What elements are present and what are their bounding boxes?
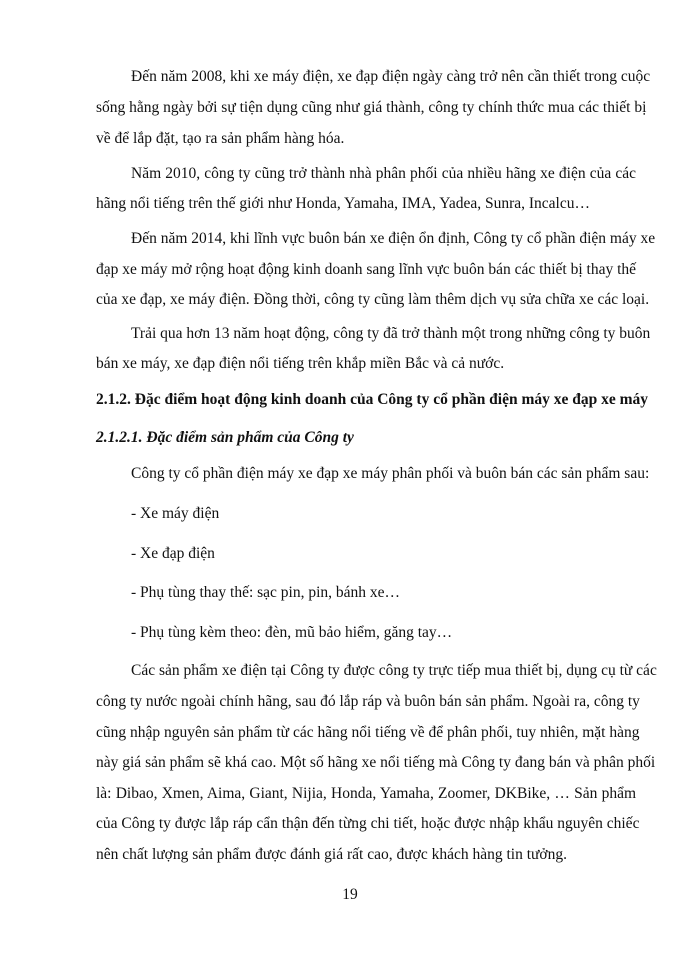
paragraph-2-line-2: hãng nổi tiếng trên thế giới như Honda, Yamaha, IMA, Yadea, Sunra, Incalcu… <box>96 195 590 212</box>
page-number: 19 <box>342 886 358 903</box>
paragraph-5-line-5: là: Dibao, Xmen, Aima, Giant, Nijia, Honda, Yamaha, Zoomer, DKBike, … Sản phẩm <box>96 785 636 802</box>
subsection-heading: 2.1.2.1. Đặc điểm sản phẩm của Công ty <box>96 429 354 446</box>
paragraph-1-line-2: sống hằng ngày bởi sự tiện dụng cũng như giá thành, công ty chính thức mua các thiết bị <box>96 99 647 116</box>
paragraph-3-line-3: của xe đạp, xe máy điện. Đồng thời, công ty cũng làm thêm dịch vụ sửa chữa xe các loại. <box>96 291 650 308</box>
product-list-item: - Phụ tùng kèm theo: đèn, mũ bảo hiểm, găng tay… <box>131 624 453 641</box>
paragraph-1-line-1: Đến năm 2008, khi xe máy điện, xe đạp điện ngày càng trở nên cần thiết trong cuộc <box>131 68 651 85</box>
paragraph-5-line-4: này giá sản phẩm sẽ khá cao. Một số hãng xe nổi tiếng mà Công ty đang bán và phân phối <box>96 754 656 771</box>
product-list-item: - Phụ tùng thay thế: sạc pin, pin, bánh xe… <box>131 584 401 601</box>
paragraph-5-line-1: Các sản phẩm xe điện tại Công ty được công ty trực tiếp mua thiết bị, dụng cụ từ các <box>131 662 657 679</box>
paragraph-1-line-3: về để lắp đặt, tạo ra sản phẩm hàng hóa. <box>96 130 345 147</box>
paragraph-3-line-2: đạp xe máy mở rộng hoạt động kinh doanh sang lĩnh vực buôn bán các thiết bị thay thế <box>96 261 637 278</box>
paragraph-5-line-3: cũng nhập nguyên sản phẩm từ các hãng nổi tiếng về để phân phối, tuy nhiên, mặt hàng <box>96 724 640 741</box>
section-heading: 2.1.2. Đặc điểm hoạt động kinh doanh của Công ty cổ phần điện máy xe đạp xe máy <box>96 391 649 408</box>
paragraph-2-line-1: Năm 2010, công ty cũng trở thành nhà phân phối của nhiều hãng xe điện của các <box>131 165 636 182</box>
product-list-item: - Xe đạp điện <box>131 545 215 562</box>
paragraph-4-line-1: Trải qua hơn 13 năm hoạt động, công ty đã trở thành một trong những công ty buôn <box>131 325 651 342</box>
paragraph-5-line-2: công ty nước ngoài chính hãng, sau đó lắp ráp và buôn bán sản phẩm. Ngoài ra, công ty <box>96 693 640 710</box>
paragraph-5-line-6: của Công ty được lắp ráp cẩn thận đến từng chi tiết, hoặc được nhập khẩu nguyên chiếc <box>96 815 640 832</box>
paragraph-3-line-1: Đến năm 2014, khi lĩnh vực buôn bán xe điện ổn định, Công ty cổ phần điện máy xe <box>131 230 656 247</box>
product-list-item: - Xe máy điện <box>131 505 220 522</box>
products-intro: Công ty cổ phần điện máy xe đạp xe máy phân phối và buôn bán các sản phẩm sau: <box>131 465 650 482</box>
paragraph-5-line-7: nên chất lượng sản phẩm được đánh giá rất cao, được khách hàng tin tưởng. <box>96 846 567 863</box>
paragraph-4-line-2: bán xe máy, xe đạp điện nổi tiếng trên khắp miền Bắc và cả nước. <box>96 355 505 372</box>
